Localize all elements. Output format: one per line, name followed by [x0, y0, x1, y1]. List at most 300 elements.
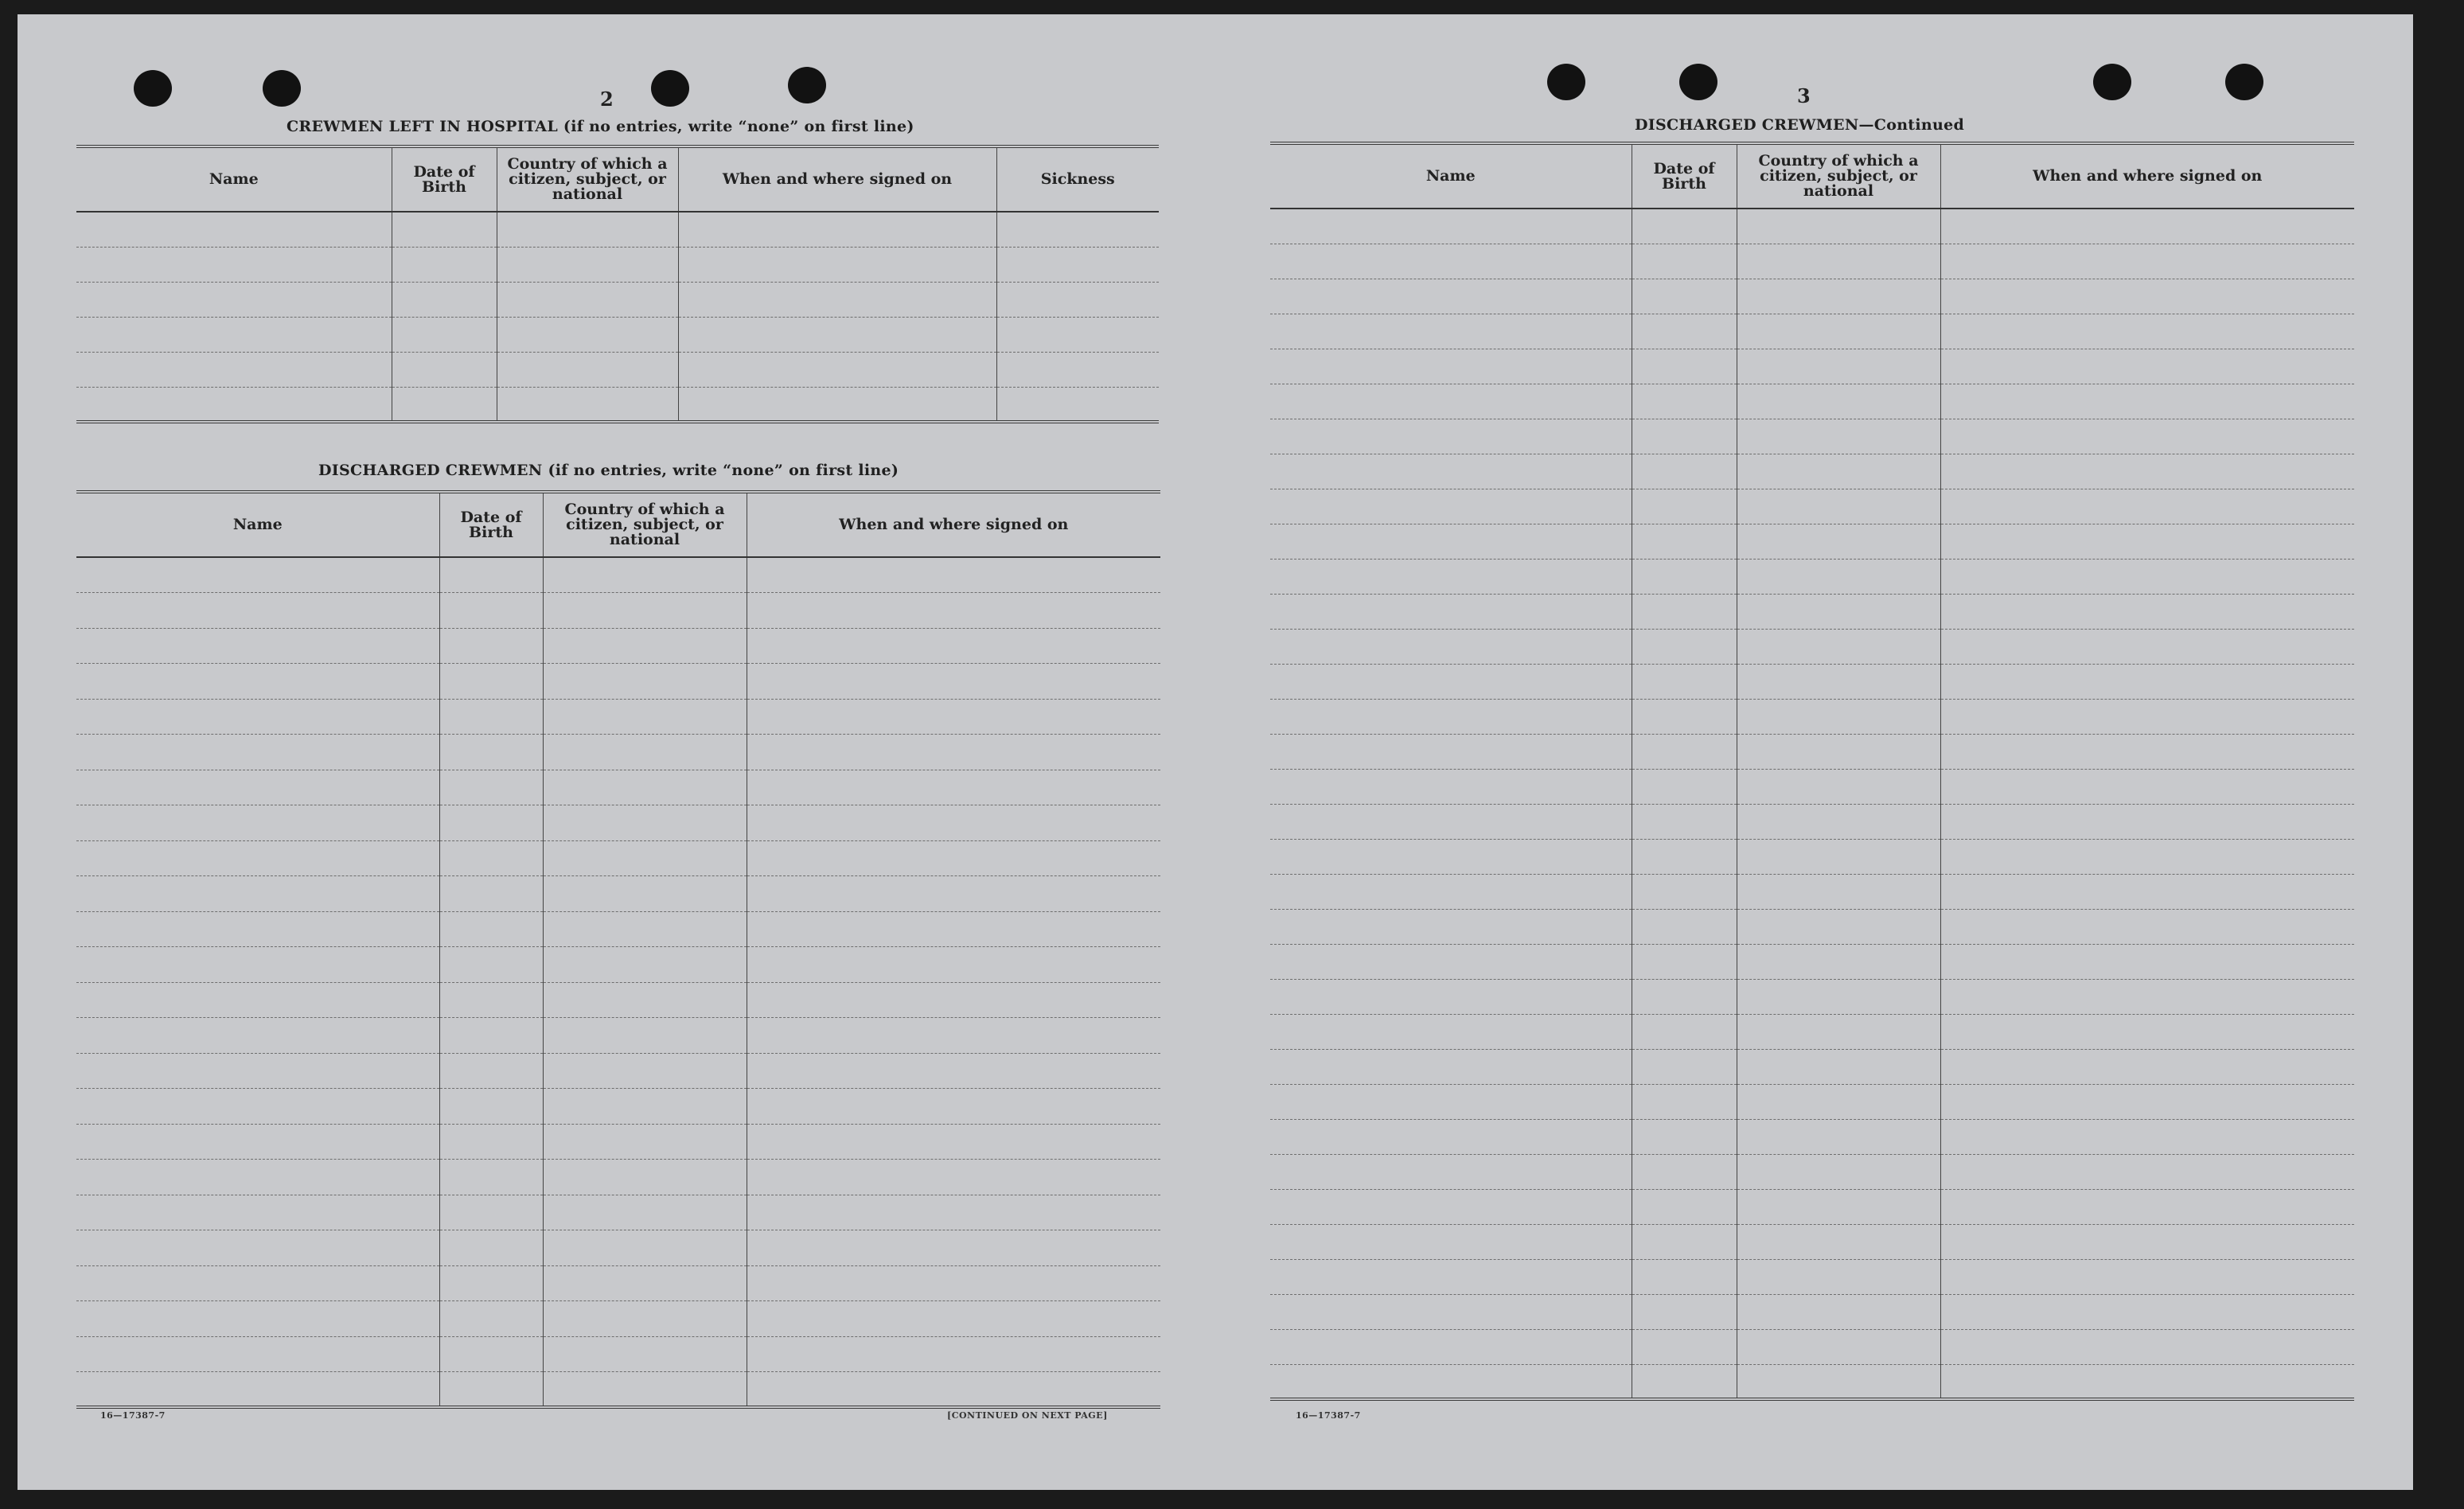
- table-cell[interactable]: [1940, 769, 2354, 804]
- table-cell[interactable]: [439, 699, 543, 735]
- table-cell[interactable]: [1632, 419, 1737, 454]
- table-cell[interactable]: [543, 735, 747, 770]
- table-cell[interactable]: [1737, 1224, 1940, 1259]
- table-cell[interactable]: [439, 840, 543, 876]
- table-cell[interactable]: [1940, 244, 2354, 279]
- discharged-continued-table-body: [1270, 209, 2354, 1399]
- table-cell[interactable]: [747, 805, 1160, 841]
- table-row: [1270, 734, 2354, 769]
- table-cell[interactable]: [543, 1301, 747, 1337]
- table-cell[interactable]: [747, 557, 1160, 593]
- table-cell[interactable]: [543, 1160, 747, 1195]
- table-cell[interactable]: [1270, 769, 1632, 804]
- table-cell[interactable]: [439, 1124, 543, 1160]
- table-cell[interactable]: [76, 1089, 439, 1125]
- table-cell[interactable]: [1737, 1294, 1940, 1329]
- table-cell[interactable]: [1632, 1294, 1737, 1329]
- table-cell[interactable]: [1270, 629, 1632, 664]
- table-cell[interactable]: [1940, 1224, 2354, 1259]
- table-cell[interactable]: [747, 1301, 1160, 1337]
- table-cell[interactable]: [1737, 279, 1940, 314]
- table-cell[interactable]: [76, 387, 392, 422]
- table-cell[interactable]: [543, 1195, 747, 1230]
- form-number-left: 16—17387-7: [100, 1410, 166, 1421]
- table-cell[interactable]: [1270, 559, 1632, 594]
- table-cell[interactable]: [392, 247, 497, 282]
- table-row: [76, 1336, 1160, 1372]
- table-cell[interactable]: [1632, 454, 1737, 489]
- table-cell[interactable]: [1940, 454, 2354, 489]
- table-cell[interactable]: [747, 982, 1160, 1018]
- table-cell[interactable]: [1737, 839, 1940, 874]
- table-cell[interactable]: [543, 1265, 747, 1301]
- table-cell[interactable]: [1737, 699, 1940, 734]
- table-cell[interactable]: [1737, 804, 1940, 839]
- table-cell[interactable]: [1940, 524, 2354, 559]
- table-cell[interactable]: [1632, 839, 1737, 874]
- table-cell[interactable]: [1940, 559, 2354, 594]
- table-cell[interactable]: [1270, 594, 1632, 629]
- table-cell[interactable]: [678, 317, 996, 352]
- table-cell[interactable]: [1270, 1224, 1632, 1259]
- hospital-title-text: CREWMEN LEFT IN HOSPITAL: [287, 118, 558, 135]
- table-cell[interactable]: [439, 805, 543, 841]
- hospital-table: [76, 145, 1159, 423]
- table-cell[interactable]: [439, 1230, 543, 1266]
- table-cell[interactable]: [543, 1089, 747, 1125]
- table-cell[interactable]: [76, 805, 439, 841]
- table-cell[interactable]: [1737, 524, 1940, 559]
- discharged-section-title: [318, 462, 899, 479]
- table-row: [1270, 349, 2354, 384]
- table-cell[interactable]: [1270, 734, 1632, 769]
- table-cell[interactable]: [747, 1124, 1160, 1160]
- table-cell[interactable]: [996, 317, 1159, 352]
- table-cell[interactable]: [996, 247, 1159, 282]
- table-cell[interactable]: [747, 699, 1160, 735]
- table-cell[interactable]: [1270, 909, 1632, 944]
- table-cell[interactable]: [1940, 594, 2354, 629]
- table-cell[interactable]: [1737, 384, 1940, 419]
- table-cell[interactable]: [747, 1195, 1160, 1230]
- table-cell[interactable]: [439, 1195, 543, 1230]
- table-cell[interactable]: [1737, 594, 1940, 629]
- table-cell[interactable]: [747, 1160, 1160, 1195]
- column-header-name: Name: [76, 146, 392, 212]
- table-cell[interactable]: [1270, 489, 1632, 524]
- table-cell[interactable]: [747, 1089, 1160, 1125]
- table-cell[interactable]: [1270, 314, 1632, 349]
- table-cell[interactable]: [1632, 1014, 1737, 1049]
- table-cell[interactable]: [1632, 769, 1737, 804]
- column-header-country: Country of which a citizen, subject, or national: [497, 146, 678, 212]
- column-header-date-of-birth: Date of Birth: [392, 146, 497, 212]
- table-cell[interactable]: [543, 840, 747, 876]
- table-cell[interactable]: [439, 593, 543, 629]
- table-cell[interactable]: [747, 947, 1160, 983]
- table-cell[interactable]: [1940, 209, 2354, 244]
- table-cell[interactable]: [1632, 804, 1737, 839]
- table-cell[interactable]: [1737, 1154, 1940, 1189]
- table-cell[interactable]: [1632, 1224, 1737, 1259]
- table-cell[interactable]: [439, 1372, 543, 1408]
- table-cell[interactable]: [747, 1372, 1160, 1408]
- page-number-right: 3: [1797, 84, 1811, 107]
- table-cell[interactable]: [1270, 384, 1632, 419]
- table-cell[interactable]: [1737, 1329, 1940, 1364]
- table-cell[interactable]: [76, 282, 392, 317]
- table-cell[interactable]: [1940, 1119, 2354, 1154]
- table-cell[interactable]: [439, 982, 543, 1018]
- table-cell[interactable]: [392, 352, 497, 387]
- punch-hole: [2093, 64, 2131, 100]
- table-cell[interactable]: [497, 352, 678, 387]
- table-row: [76, 1124, 1160, 1160]
- table-cell[interactable]: [543, 947, 747, 983]
- table-cell[interactable]: [1632, 944, 1737, 979]
- table-cell[interactable]: [76, 1195, 439, 1230]
- punch-hole: [788, 67, 826, 103]
- table-cell[interactable]: [543, 699, 747, 735]
- table-cell[interactable]: [1737, 769, 1940, 804]
- table-cell[interactable]: [1270, 1294, 1632, 1329]
- table-row: [1270, 209, 2354, 244]
- table-cell[interactable]: [1940, 979, 2354, 1014]
- table-cell[interactable]: [543, 628, 747, 664]
- table-cell[interactable]: [1632, 734, 1737, 769]
- table-cell[interactable]: [439, 1160, 543, 1195]
- hospital-instruction: (if no entries, write “none” on first line): [563, 118, 914, 135]
- table-cell[interactable]: [1270, 454, 1632, 489]
- table-cell[interactable]: [76, 1018, 439, 1054]
- table-cell[interactable]: [678, 387, 996, 422]
- table-cell[interactable]: [1940, 1014, 2354, 1049]
- table-cell[interactable]: [1270, 1259, 1632, 1294]
- table-cell[interactable]: [747, 628, 1160, 664]
- table-cell[interactable]: [996, 212, 1159, 247]
- table-cell[interactable]: [1632, 209, 1737, 244]
- table-cell[interactable]: [1940, 734, 2354, 769]
- table-cell[interactable]: [747, 735, 1160, 770]
- table-cell[interactable]: [543, 911, 747, 947]
- table-cell[interactable]: [439, 628, 543, 664]
- table-row: [1270, 769, 2354, 804]
- table-cell[interactable]: [439, 911, 543, 947]
- table-cell[interactable]: [1940, 664, 2354, 699]
- table-cell[interactable]: [1632, 664, 1737, 699]
- table-cell[interactable]: [76, 1336, 439, 1372]
- table-cell[interactable]: [747, 770, 1160, 805]
- table-cell[interactable]: [1940, 874, 2354, 909]
- table-cell[interactable]: [1632, 244, 1737, 279]
- table-cell[interactable]: [1632, 1329, 1737, 1364]
- table-cell[interactable]: [1940, 1189, 2354, 1224]
- table-cell[interactable]: [1632, 1189, 1737, 1224]
- table-cell[interactable]: [1737, 944, 1940, 979]
- table-cell[interactable]: [747, 1336, 1160, 1372]
- table-cell[interactable]: [1737, 1014, 1940, 1049]
- table-cell[interactable]: [439, 1018, 543, 1054]
- table-cell[interactable]: [1737, 874, 1940, 909]
- table-cell[interactable]: [1737, 734, 1940, 769]
- table-cell[interactable]: [1270, 874, 1632, 909]
- table-cell[interactable]: [543, 1053, 747, 1089]
- table-cell[interactable]: [543, 982, 747, 1018]
- table-cell[interactable]: [497, 317, 678, 352]
- table-row: [1270, 594, 2354, 629]
- table-cell[interactable]: [76, 557, 439, 593]
- table-cell[interactable]: [497, 247, 678, 282]
- discharged-title-text: DISCHARGED CREWMEN: [318, 462, 543, 479]
- table-cell[interactable]: [747, 593, 1160, 629]
- table-row: [76, 593, 1160, 629]
- table-cell[interactable]: [1940, 1154, 2354, 1189]
- table-cell[interactable]: [543, 805, 747, 841]
- table-cell[interactable]: [439, 947, 543, 983]
- table-cell[interactable]: [439, 770, 543, 805]
- table-cell[interactable]: [747, 1265, 1160, 1301]
- form-number-right: 16—17387-7: [1296, 1410, 1361, 1421]
- table-cell[interactable]: [678, 282, 996, 317]
- table-cell[interactable]: [497, 387, 678, 422]
- table-cell[interactable]: [543, 557, 747, 593]
- table-cell[interactable]: [543, 664, 747, 700]
- table-cell[interactable]: [1940, 1329, 2354, 1364]
- table-cell[interactable]: [1632, 1364, 1737, 1399]
- table-cell[interactable]: [678, 352, 996, 387]
- table-cell[interactable]: [439, 876, 543, 912]
- table-cell[interactable]: [678, 247, 996, 282]
- table-cell[interactable]: [1940, 419, 2354, 454]
- table-cell[interactable]: [1940, 279, 2354, 314]
- table-cell[interactable]: [678, 212, 996, 247]
- table-cell[interactable]: [439, 557, 543, 593]
- table-cell[interactable]: [76, 1301, 439, 1337]
- table-cell[interactable]: [1737, 1259, 1940, 1294]
- table-cell[interactable]: [1270, 839, 1632, 874]
- table-cell[interactable]: [497, 282, 678, 317]
- table-cell[interactable]: [1632, 489, 1737, 524]
- table-cell[interactable]: [1632, 314, 1737, 349]
- table-cell[interactable]: [392, 317, 497, 352]
- table-cell[interactable]: [1270, 804, 1632, 839]
- table-cell[interactable]: [1737, 314, 1940, 349]
- table-cell[interactable]: [1737, 209, 1940, 244]
- table-cell[interactable]: [543, 1124, 747, 1160]
- table-cell[interactable]: [1632, 1119, 1737, 1154]
- table-row: [1270, 1119, 2354, 1154]
- table-cell[interactable]: [543, 770, 747, 805]
- table-cell[interactable]: [1737, 909, 1940, 944]
- table-cell[interactable]: [1940, 1049, 2354, 1084]
- table-cell[interactable]: [76, 947, 439, 983]
- discharged-continued-title: DISCHARGED CREWMEN—Continued: [1635, 116, 1965, 134]
- table-cell[interactable]: [1737, 664, 1940, 699]
- table-cell[interactable]: [76, 876, 439, 912]
- table-cell[interactable]: [543, 593, 747, 629]
- table-cell[interactable]: [1632, 874, 1737, 909]
- document-sheet: [18, 14, 2413, 1490]
- table-cell[interactable]: [1737, 1049, 1940, 1084]
- table-row: [76, 770, 1160, 805]
- table-cell[interactable]: [1270, 244, 1632, 279]
- table-cell[interactable]: [76, 317, 392, 352]
- table-cell[interactable]: [1632, 909, 1737, 944]
- table-cell[interactable]: [76, 628, 439, 664]
- table-cell[interactable]: [76, 735, 439, 770]
- table-cell[interactable]: [747, 1053, 1160, 1089]
- table-row: [1270, 699, 2354, 734]
- table-cell[interactable]: [76, 664, 439, 700]
- table-cell[interactable]: [996, 352, 1159, 387]
- table-cell[interactable]: [76, 1160, 439, 1195]
- table-cell[interactable]: [996, 282, 1159, 317]
- table-cell[interactable]: [1270, 1364, 1632, 1399]
- table-cell[interactable]: [497, 212, 678, 247]
- table-cell[interactable]: [1270, 349, 1632, 384]
- table-cell[interactable]: [1270, 1084, 1632, 1119]
- table-cell[interactable]: [1632, 594, 1737, 629]
- table-cell[interactable]: [1632, 699, 1737, 734]
- table-cell[interactable]: [543, 1336, 747, 1372]
- table-cell[interactable]: [1940, 804, 2354, 839]
- table-cell[interactable]: [1632, 384, 1737, 419]
- table-cell[interactable]: [1632, 1084, 1737, 1119]
- table-cell[interactable]: [1737, 629, 1940, 664]
- table-cell[interactable]: [1940, 384, 2354, 419]
- table-cell[interactable]: [1940, 1259, 2354, 1294]
- table-cell[interactable]: [1737, 1364, 1940, 1399]
- table-cell[interactable]: [1270, 979, 1632, 1014]
- table-cell[interactable]: [996, 387, 1159, 422]
- table-cell[interactable]: [439, 1053, 543, 1089]
- table-cell[interactable]: [1270, 1049, 1632, 1084]
- table-cell[interactable]: [747, 1230, 1160, 1266]
- table-cell[interactable]: [1632, 1259, 1737, 1294]
- table-cell[interactable]: [1270, 1189, 1632, 1224]
- table-cell[interactable]: [439, 1336, 543, 1372]
- table-cell[interactable]: [1632, 979, 1737, 1014]
- table-cell[interactable]: [76, 247, 392, 282]
- table-cell[interactable]: [76, 770, 439, 805]
- table-cell[interactable]: [439, 735, 543, 770]
- table-cell[interactable]: [747, 1018, 1160, 1054]
- table-cell[interactable]: [1632, 279, 1737, 314]
- table-cell[interactable]: [1270, 209, 1632, 244]
- table-cell[interactable]: [747, 664, 1160, 700]
- table-cell[interactable]: [1737, 349, 1940, 384]
- table-cell[interactable]: [543, 876, 747, 912]
- table-cell[interactable]: [1270, 419, 1632, 454]
- table-cell[interactable]: [1940, 699, 2354, 734]
- table-cell[interactable]: [76, 840, 439, 876]
- column-header-country: Country of which a citizen, subject, or national: [543, 492, 747, 557]
- table-cell[interactable]: [1270, 524, 1632, 559]
- table-cell[interactable]: [1737, 1189, 1940, 1224]
- table-cell[interactable]: [1270, 944, 1632, 979]
- table-row: [76, 352, 1159, 387]
- table-cell[interactable]: [1940, 1084, 2354, 1119]
- table-cell[interactable]: [76, 911, 439, 947]
- table-cell[interactable]: [1270, 1329, 1632, 1364]
- table-cell[interactable]: [1940, 839, 2354, 874]
- table-row: [1270, 419, 2354, 454]
- table-cell[interactable]: [1737, 1119, 1940, 1154]
- table-cell[interactable]: [1270, 1119, 1632, 1154]
- table-cell[interactable]: [76, 699, 439, 735]
- table-cell[interactable]: [543, 1018, 747, 1054]
- table-row: [1270, 979, 2354, 1014]
- table-cell[interactable]: [1270, 699, 1632, 734]
- table-cell[interactable]: [1632, 1049, 1737, 1084]
- table-cell[interactable]: [1940, 314, 2354, 349]
- table-cell[interactable]: [1632, 559, 1737, 594]
- table-cell[interactable]: [76, 1124, 439, 1160]
- table-cell[interactable]: [1940, 909, 2354, 944]
- table-row: [76, 1372, 1160, 1408]
- table-cell[interactable]: [76, 1230, 439, 1266]
- table-cell[interactable]: [392, 387, 497, 422]
- table-cell[interactable]: [76, 352, 392, 387]
- table-cell[interactable]: [1632, 349, 1737, 384]
- table-cell[interactable]: [1737, 489, 1940, 524]
- table-cell[interactable]: [1737, 244, 1940, 279]
- table-cell[interactable]: [392, 282, 497, 317]
- table-cell[interactable]: [747, 840, 1160, 876]
- table-row: [1270, 1189, 2354, 1224]
- table-cell[interactable]: [392, 212, 497, 247]
- table-cell[interactable]: [439, 1301, 543, 1337]
- table-cell[interactable]: [543, 1372, 747, 1408]
- table-cell[interactable]: [1632, 524, 1737, 559]
- table-cell[interactable]: [1737, 559, 1940, 594]
- table-cell[interactable]: [439, 1089, 543, 1125]
- table-cell[interactable]: [1940, 944, 2354, 979]
- table-cell[interactable]: [76, 1053, 439, 1089]
- table-cell[interactable]: [1632, 629, 1737, 664]
- table-cell[interactable]: [1270, 664, 1632, 699]
- table-cell[interactable]: [76, 1372, 439, 1408]
- table-cell[interactable]: [1940, 1294, 2354, 1329]
- table-cell[interactable]: [1632, 1154, 1737, 1189]
- table-cell[interactable]: [439, 1265, 543, 1301]
- table-cell[interactable]: [76, 982, 439, 1018]
- table-cell[interactable]: [1270, 1154, 1632, 1189]
- table-cell[interactable]: [1737, 979, 1940, 1014]
- table-cell[interactable]: [543, 1230, 747, 1266]
- table-cell[interactable]: [1940, 629, 2354, 664]
- table-cell[interactable]: [76, 1265, 439, 1301]
- table-cell[interactable]: [1940, 1364, 2354, 1399]
- table-row: [1270, 524, 2354, 559]
- table-cell[interactable]: [76, 212, 392, 247]
- table-cell[interactable]: [1270, 1014, 1632, 1049]
- table-cell[interactable]: [1270, 279, 1632, 314]
- table-row: [1270, 1259, 2354, 1294]
- table-cell[interactable]: [1737, 1084, 1940, 1119]
- table-cell[interactable]: [76, 593, 439, 629]
- table-cell[interactable]: [747, 876, 1160, 912]
- table-cell[interactable]: [1940, 489, 2354, 524]
- table-cell[interactable]: [1940, 349, 2354, 384]
- table-cell[interactable]: [747, 911, 1160, 947]
- hospital-section-title: [287, 118, 914, 135]
- discharged-continued-table: [1270, 142, 2354, 1401]
- column-header-date-of-birth: Date of Birth: [1632, 143, 1737, 209]
- table-cell[interactable]: [439, 664, 543, 700]
- table-cell[interactable]: [1737, 454, 1940, 489]
- table-cell[interactable]: [1737, 419, 1940, 454]
